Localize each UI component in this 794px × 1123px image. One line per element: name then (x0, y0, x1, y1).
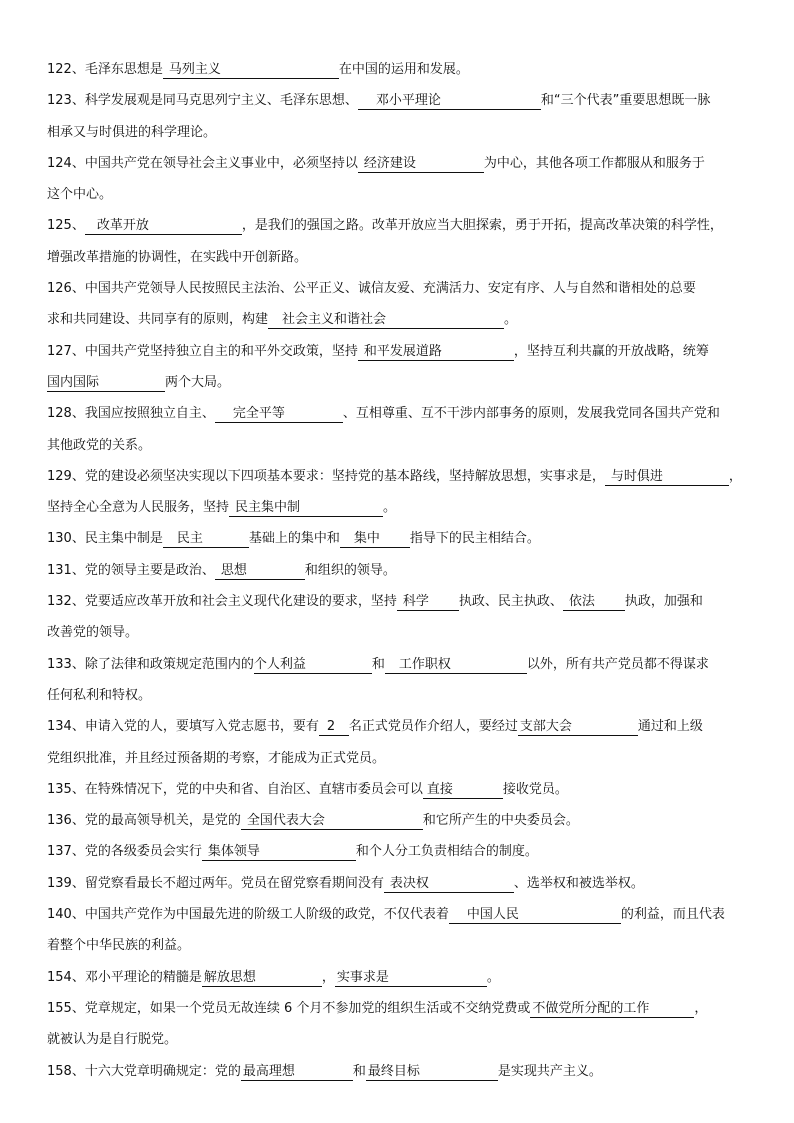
question-line: 140、中国共产党作为中国最先进的阶级工人阶级的政党，不仅代表着 中国人民 的利益，而且代表 (47, 907, 725, 923)
question-line: 133、除了法律和政策规定范围内的个人利益 和 工作职权 以外，所有共产党员都不得谋求 (47, 656, 709, 672)
question-line: 131、党的领导主要是政治、 思想 和组织的领导。 (47, 562, 396, 578)
answer-blank: 依法 (563, 593, 625, 611)
question-text: 的利益，而且代表 (620, 907, 725, 923)
answer-blank: 个人利益 (254, 656, 372, 674)
question-126 (47, 273, 759, 336)
question-139 (47, 868, 759, 899)
question-number: 139 (47, 875, 72, 891)
question-text: ， (694, 1000, 708, 1016)
question-number: 131 (47, 562, 72, 578)
question-129 (47, 461, 759, 524)
answer-blank: 支部大会 (518, 718, 638, 736)
question-text: 坚持全心全意为人民服务，坚持 (47, 500, 230, 516)
question-text: 执政、民主执政、 (458, 594, 563, 610)
question-number: 154 (47, 969, 72, 985)
question-text: 党的建设必须坚决实现以下四项基本要求：坚持党的基本路线，坚持解放思想，实事求是， (84, 468, 605, 484)
answer-blank: 中国人民 (449, 906, 621, 924)
question-130 (47, 523, 759, 554)
question-text: 。 (486, 969, 500, 985)
question-number: 127 (47, 343, 72, 359)
question-text: 这个中心。 (47, 187, 113, 203)
question-number: 136 (47, 813, 72, 829)
question-number: 126 (47, 281, 72, 297)
answer-blank: 完全平等 (215, 405, 343, 423)
question-text: 我国应按照独立自主、 (84, 406, 215, 422)
question-text: 邓小平理论的精髓是 (84, 969, 202, 985)
question-line (47, 179, 759, 210)
question-line: 137、党的各级委员会实行 集体领导 和个人分工负责相结合的制度。 (47, 844, 538, 860)
question-line: 132、党要适应改革开放和社会主义现代化建设的要求，坚持 科学 执政、民主执政、 依法 执政，加强和 (47, 594, 703, 610)
question-text: 任何私利和特权。 (47, 687, 152, 703)
question-line (47, 930, 759, 961)
answer-blank: 和平发展道路 (358, 343, 514, 361)
answer-blank: 集中 (340, 530, 410, 548)
question-140 (47, 899, 759, 962)
answer-blank: 2 (319, 718, 349, 736)
question-127 (47, 336, 759, 399)
question-line: 122、毛泽东思想是 马列主义 在中国的运用和发展。 (47, 62, 469, 77)
question-line (47, 743, 759, 774)
question-123 (47, 85, 759, 148)
question-text: 求和共同建设、共同享有的原则，构建 (47, 312, 269, 328)
answer-blank: 社会主义和谐社会 (268, 311, 504, 329)
answer-blank: 马列主义 (163, 61, 339, 79)
question-number: 134 (47, 719, 72, 735)
question-line (47, 680, 759, 711)
question-text: ， (728, 468, 742, 484)
question-number: 132 (47, 594, 72, 610)
answer-blank: 集体领导 (202, 843, 356, 861)
question-text: 党的领导主要是政治、 (84, 562, 215, 578)
question-text: ， (321, 969, 335, 985)
answer-blank: 全国代表大会 (241, 812, 423, 830)
question-text: 接收党员。 (502, 781, 568, 797)
question-text: 在中国的运用和发展。 (338, 62, 469, 77)
answer-blank: 民主集中制 (229, 499, 383, 517)
question-text: 毛泽东思想是 (84, 62, 163, 77)
question-number: 158 (47, 1063, 72, 1079)
question-line (47, 1024, 759, 1055)
question-122 (47, 54, 759, 85)
question-line (47, 492, 759, 523)
question-number: 135 (47, 781, 72, 797)
question-text: 增强改革措施的协调性，在实践中开创新路。 (47, 249, 308, 265)
question-line (47, 117, 759, 148)
question-text: 在特殊情况下，党的中央和省、自治区、直辖市委员会可以 (84, 781, 423, 797)
question-text: 中国共产党在领导社会主义事业中，必须坚持以 (84, 155, 358, 171)
question-text: 指导下的民主相结合。 (409, 531, 540, 547)
question-number: 140 (47, 907, 72, 923)
question-text: 通过和上级 (637, 719, 703, 735)
question-text: ，是我们的强国之路。改革开放应当大胆探索，勇于开拓，提高改革决策的科学性， (241, 218, 723, 234)
answer-blank: 科学 (397, 593, 459, 611)
question-text: 是实现共产主义。 (497, 1063, 602, 1079)
question-text: 基础上的集中和 (248, 531, 340, 547)
question-text: 执政，加强和 (624, 594, 703, 610)
question-line: 127、中国共产党坚持独立自主的和平外交政策，坚持 和平发展道路 ，坚持互利共赢的开放战略，统筹 (47, 343, 709, 359)
question-133 (47, 649, 759, 712)
question-text: 党的最高领导机关，是党的 (84, 813, 241, 829)
question-text: 就被认为是自行脱党。 (47, 1032, 178, 1048)
question-text: 改善党的领导。 (47, 625, 139, 641)
question-number: 122 (47, 62, 72, 77)
question-125 (47, 210, 759, 273)
answer-blank: 实事求是 (335, 969, 487, 987)
question-text: 党组织批准，并且经过预备期的考察，才能成为正式党员。 (47, 750, 386, 766)
question-text: 党的各级委员会实行 (84, 844, 202, 860)
question-number: 123 (47, 93, 72, 109)
answer-blank: 改革开放 (85, 217, 242, 235)
question-154 (47, 962, 759, 993)
question-135 (47, 774, 759, 805)
answer-blank: 最终目标 (366, 1063, 498, 1081)
question-text: 。 (383, 500, 397, 516)
question-text: 着整个中华民族的利益。 (47, 938, 191, 954)
answer-blank: 国内国际 (47, 374, 165, 392)
answer-blank: 表决权 (384, 875, 514, 893)
question-text: 、互相尊重、互不干涉内部事务的原则，发展我党同各国共产党和 (342, 406, 720, 422)
question-line (47, 242, 759, 273)
question-155 (47, 993, 759, 1056)
question-text: 党章规定，如果一个党员无故连续 6 个月不参加党的组织生活或不交纳党费或 (84, 1000, 531, 1016)
question-line: 135、在特殊情况下，党的中央和省、自治区、直辖市委员会可以 直接 接收党员。 (47, 781, 568, 797)
question-text: ，坚持互利共赢的开放战略，统筹 (513, 343, 709, 359)
answer-blank: 思想 (215, 562, 305, 580)
question-line: 123、科学发展观是同马克思列宁主义、毛泽东思想、 邓小平理论 和“三个代表”重要思想既一脉 (47, 93, 711, 109)
document-page (47, 54, 759, 1087)
question-number: 125 (47, 218, 72, 234)
question-text: 中国共产党作为中国最先进的阶级工人阶级的政党，不仅代表着 (84, 907, 449, 923)
question-text: 。 (504, 312, 518, 328)
question-text: 留党察看最长不超过两年。党员在留党察看期间没有 (84, 875, 384, 891)
question-line: 139、留党察看最长不超过两年。党员在留党察看期间没有 表决权 、选举权和被选举权。 (47, 875, 644, 891)
question-line: 126、中国共产党领导人民按照民主法治、公平正义、诚信友爱、充满活力、安定有序、人与自然和谐相处的总要 (47, 281, 696, 297)
answer-blank: 最高理想 (241, 1063, 353, 1081)
question-text: 和“三个代表”重要思想既一脉 (540, 93, 711, 109)
question-131 (47, 555, 759, 586)
question-line: 136、党的最高领导机关，是党的 全国代表大会 和它所产生的中央委员会。 (47, 813, 579, 829)
question-line: 128、我国应按照独立自主、 完全平等 、互相尊重、互不干涉内部事务的原则，发展我党同各国共产党和 (47, 406, 720, 422)
question-text: 和它所产生的中央委员会。 (422, 813, 579, 829)
question-number: 137 (47, 844, 72, 860)
question-number: 128 (47, 406, 72, 422)
answer-blank: 工作职权 (385, 656, 527, 674)
question-text: 党要适应改革开放和社会主义现代化建设的要求，坚持 (84, 594, 397, 610)
question-text: 中国共产党坚持独立自主的和平外交政策，坚持 (84, 343, 358, 359)
question-line (47, 617, 759, 648)
question-line (47, 367, 759, 398)
question-136 (47, 805, 759, 836)
question-text: 相承又与时俱进的科学理论。 (47, 124, 217, 140)
question-text: 为中心，其他各项工作都服从和服务于 (483, 155, 705, 171)
answer-blank: 民主 (163, 530, 249, 548)
question-text: 和个人分工负责相结合的制度。 (355, 844, 538, 860)
question-text: 、选举权和被选举权。 (513, 875, 644, 891)
question-text: 申请入党的人，要填写入党志愿书，要有 (84, 719, 319, 735)
question-text: 名正式党员作介绍人，要经过 (348, 719, 518, 735)
question-158 (47, 1056, 759, 1087)
question-text: 以外，所有共产党员都不得谋求 (526, 656, 709, 672)
question-text: 两个大局。 (165, 374, 231, 390)
question-line: 155、党章规定，如果一个党员无故连续 6 个月不参加党的组织生活或不交纳党费或 不做党所分配的工作 ， (47, 1000, 708, 1016)
question-number: 155 (47, 1000, 72, 1016)
question-text: 科学发展观是同马克思列宁主义、毛泽东思想、 (84, 93, 358, 109)
question-number: 133 (47, 656, 72, 672)
question-text: 中国共产党领导人民按照民主法治、公平正义、诚信友爱、充满活力、安定有序、人与自然和谐相处的总要 (84, 281, 696, 297)
question-line: 130、民主集中制是 民主 基础上的集中和 集中 指导下的民主相结合。 (47, 531, 540, 547)
question-134 (47, 711, 759, 774)
question-number: 130 (47, 531, 72, 547)
question-text: 和组织的领导。 (304, 562, 396, 578)
answer-blank: 不做党所分配的工作 (530, 1000, 694, 1018)
question-number: 129 (47, 468, 72, 484)
question-text: 民主集中制是 (84, 531, 163, 547)
question-line: 125、 改革开放 ，是我们的强国之路。改革开放应当大胆探索，勇于开拓，提高改革决策的科学性， (47, 218, 723, 234)
question-124 (47, 148, 759, 211)
question-text: 十六大党章明确规定：党的 (84, 1063, 241, 1079)
question-number: 124 (47, 155, 72, 171)
question-text: 和 (352, 1063, 366, 1079)
question-137 (47, 836, 759, 867)
question-line: 124、中国共产党在领导社会主义事业中，必须坚持以 经济建设 为中心，其他各项工作都服从和服务于 (47, 155, 705, 171)
answer-blank: 解放思想 (202, 969, 322, 987)
answer-blank: 与时俱进 (605, 468, 729, 486)
question-line: 129、党的建设必须坚决实现以下四项基本要求：坚持党的基本路线，坚持解放思想，实事求是， 与时俱进 ， (47, 468, 742, 484)
question-132 (47, 586, 759, 649)
question-line (47, 430, 759, 461)
question-line (47, 304, 759, 335)
answer-blank: 邓小平理论 (358, 92, 541, 110)
question-line: 154、邓小平理论的精髓是 解放思想 ， 实事求是 。 (47, 969, 500, 985)
question-line: 158、十六大党章明确规定：党的 最高理想 和 最终目标 是实现共产主义。 (47, 1063, 602, 1079)
question-text: 和 (371, 656, 385, 672)
question-text: 其他政党的关系。 (47, 437, 152, 453)
question-128 (47, 398, 759, 461)
answer-blank: 直接 (423, 781, 503, 799)
question-text: 除了法律和政策规定范围内的 (84, 656, 254, 672)
answer-blank: 经济建设 (358, 155, 484, 173)
question-line: 134、申请入党的人，要填写入党志愿书，要有 2 名正式党员作介绍人，要经过 支部大会 通过和上级 (47, 719, 703, 735)
